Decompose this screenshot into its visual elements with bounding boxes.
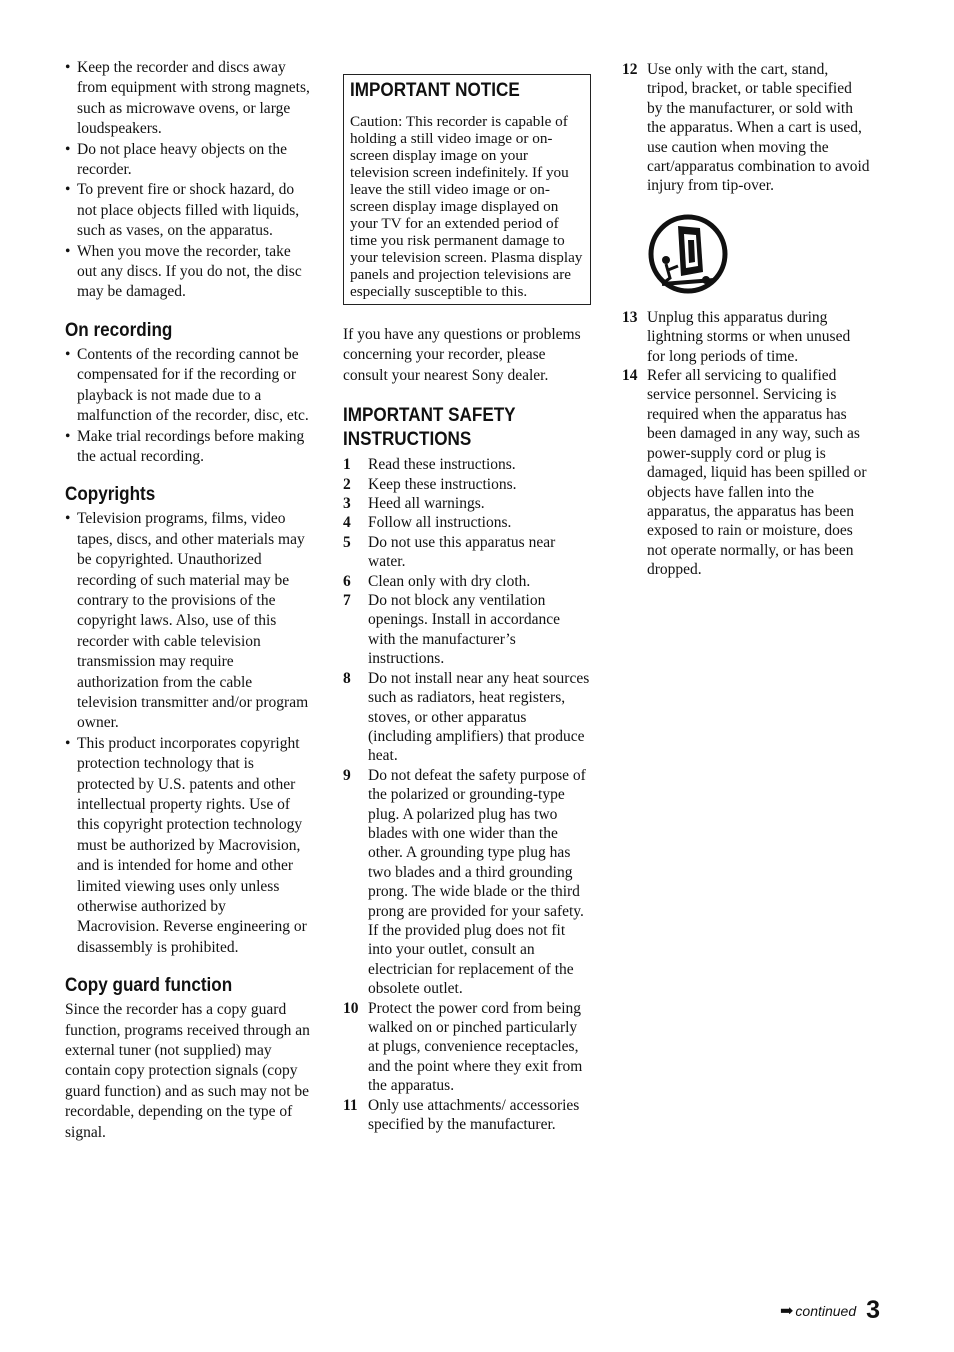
item-text: Only use attachments/ accessories specified by the manufacturer. (368, 1096, 580, 1134)
item-text: Clean only with dry cloth. (368, 572, 531, 590)
item-number: 12 (622, 61, 638, 78)
page-footer (780, 1296, 880, 1325)
numbered-item (343, 494, 591, 513)
continued-arrow-icon: ➡ (780, 1302, 794, 1320)
item-number: 1 (343, 456, 351, 474)
bullet-item: • To prevent fire or shock hazard, do not place objects filled with liquids, such as vases, on the apparatus. (65, 180, 310, 241)
important-notice-heading: IMPORTANT NOTICE (350, 80, 520, 101)
safety-instructions-list-final (622, 308, 870, 580)
item-number: 4 (343, 514, 351, 532)
numbered-item (343, 455, 591, 474)
bullet-item: • This product incorporates copyright protection technology that is protected by U.S. patents and other intellectual property rights. Use of this copyright protection technology must be authorized by Macrovision, and is intended for home and other limited viewing uses only unless otherwise authorized by Macrovision. Reverse engineering or disassembly is prohibited. (65, 734, 310, 958)
copy-guard-heading: Copy guard function (65, 975, 233, 997)
page-number: 3 (866, 1296, 881, 1324)
numbered-item (622, 308, 870, 366)
safety-instructions-list (343, 455, 591, 1134)
bullet-item: • Television programs, films, video tapes, discs, and other materials may be copyrighted. Unauthorized recording of such material may be contrary to the provisions of the copyright laws. Also, use of this recorder with cable television transmission may require authorization from the cable television transmitter and/or program owner. (65, 509, 310, 733)
item-number: 11 (343, 1096, 358, 1114)
item-text: Do not block any ventilation openings. Install in accordance with the manufacturer’s instructions. (368, 592, 560, 668)
item-text: Heed all warnings. (368, 495, 485, 513)
numbered-item (343, 1096, 591, 1135)
copyrights-heading: Copyrights (65, 484, 156, 506)
cart-tip-over-warning-icon (648, 214, 728, 294)
safety-instructions-list-continued (622, 60, 870, 196)
item-text: Do not install near any heat sources such as radiators, heat registers, stoves, or other apparatus (including amplifiers) that produce heat. (368, 669, 590, 765)
item-text: Do not use this apparatus near water. (368, 533, 556, 571)
numbered-item (343, 591, 591, 669)
item-text: Protect the power cord from being walked on or pinched particularly at plugs, convenience receptacles, and the point where they exit from the apparatus. (368, 999, 583, 1095)
copyrights-bullet-list (65, 509, 310, 958)
numbered-item (343, 533, 591, 572)
item-number: 5 (343, 533, 351, 551)
bullet-item: • Make trial recordings before making the actual recording. (65, 427, 310, 468)
numbered-item (343, 999, 591, 1096)
bullet-item: • Contents of the recording cannot be compensated for if the recording or playback is not made due to a malfunction of the recorder, disc, etc. (65, 345, 310, 427)
on-recording-heading: On recording (65, 319, 173, 341)
on-recording-bullet-list (65, 345, 310, 467)
item-number: 6 (343, 572, 351, 590)
questions-text: If you have any questions or problems concerning your recorder, please consult your nearest Sony dealer. (343, 326, 581, 384)
item-text: Do not defeat the safety purpose of the polarized or grounding-type plug. A polarized plug has two blades with one wider than the other. A grounding type plug has two blades and a third grounding prong. The wide blade or the third prong are provided for your safety. If the provided plug does not fit into your outlet, consult an electrician for replacement of the obsolete outlet. (368, 766, 586, 998)
numbered-item (343, 766, 591, 999)
safety-heading: IMPORTANT SAFETY INSTRUCTIONS (343, 405, 516, 451)
item-text: Read these instructions. (368, 456, 516, 474)
column-middle (343, 58, 591, 1134)
bullet-item: • When you move the recorder, take out any discs. If you do not, the disc may be damaged. (65, 242, 310, 303)
numbered-item (343, 475, 591, 494)
column-right (622, 60, 870, 580)
item-text: Keep these instructions. (368, 475, 517, 493)
continued-label: continued (795, 1302, 857, 1319)
item-number: 10 (343, 999, 359, 1017)
important-notice-text: Caution: This recorder is capable of holding a still video image or on-screen display image on your television screen indefinitely. If you leave the still video image or on-screen display image displayed on your TV for an extended period of time you risk permanent damage to your television screen. Plasma display panels and projection televisions are especially susceptible to this. (350, 113, 583, 300)
item-number: 13 (622, 308, 638, 326)
item-number: 9 (343, 766, 351, 784)
column-left (65, 58, 310, 1143)
item-text: Follow all instructions. (368, 514, 512, 532)
numbered-item (343, 513, 591, 532)
intro-bullet-list (65, 58, 310, 303)
item-text: Use only with the cart, stand, tripod, bracket, or table specified by the manufacturer, or sold with the apparatus. When a cart is used, use caution when moving the cart/apparatus combination to avoid injury from tip-over. (647, 61, 870, 195)
bullet-item: • Keep the recorder and discs away from equipment with strong magnets, such as microwave ovens, or large loudspeakers. (65, 58, 310, 140)
numbered-item (343, 572, 591, 591)
numbered-item (622, 366, 870, 579)
numbered-item (343, 669, 591, 766)
important-notice-box (343, 74, 591, 305)
copy-guard-text: Since the recorder has a copy guard function, programs received through an external tuner (not supplied) may contain copy protection signals (copy guard function) and as such may not be recordable, depending on the type of signal. (65, 1001, 310, 1141)
item-number: 14 (622, 367, 638, 385)
item-number: 2 (343, 475, 351, 493)
item-number: 7 (343, 592, 351, 610)
item-number: 8 (343, 669, 351, 687)
numbered-item (622, 60, 870, 196)
item-number: 3 (343, 495, 351, 513)
item-text: Refer all servicing to qualified service personnel. Servicing is required when the apparatus has been damaged in any way, such as power-supply cord or plug is damaged, liquid has been spilled or objects have fallen into the apparatus, the apparatus has been exposed to rain or moisture, does not operate normally, or has been dropped. (647, 367, 867, 579)
bullet-item: • Do not place heavy objects on the recorder. (65, 140, 310, 181)
item-text: Unplug this apparatus during lightning storms or when unused for long periods of time. (647, 308, 851, 365)
